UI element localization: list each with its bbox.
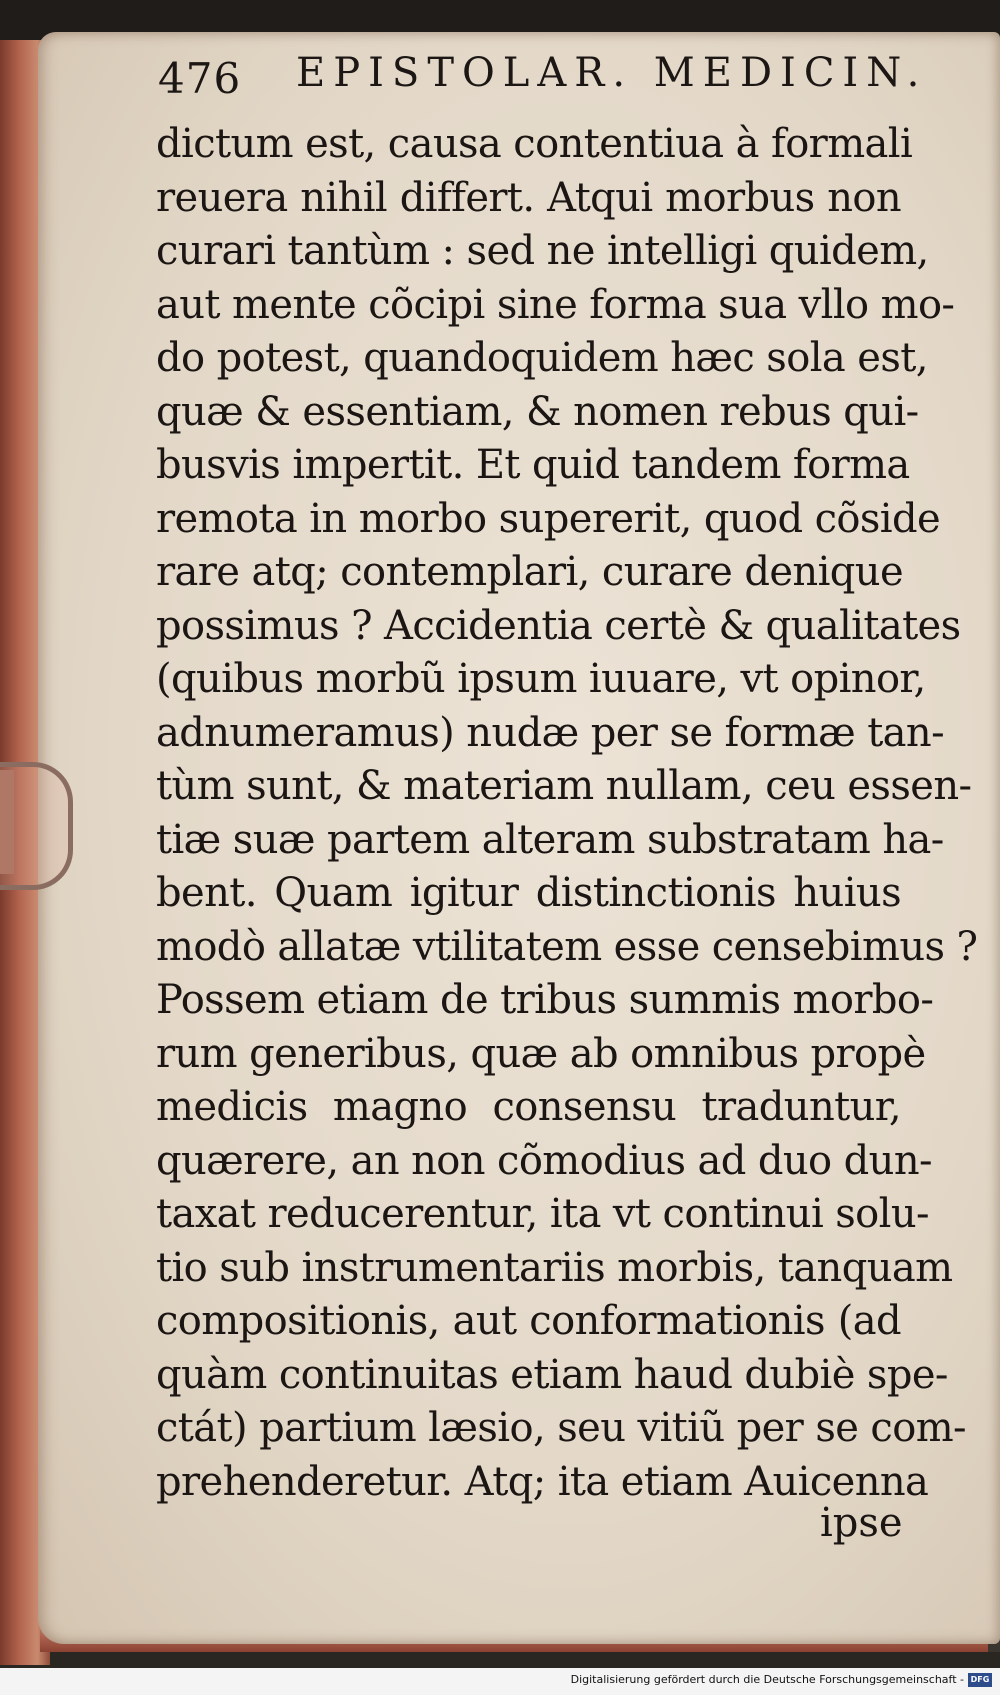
text-line: quærere, an non cõmodius ad duo dun- bbox=[156, 1137, 932, 1184]
text-line: remota in morbo supererit, quod cõside bbox=[156, 495, 941, 542]
text-line: quàm continuitas etiam haud dubiè spe- bbox=[156, 1351, 948, 1398]
text-line: quæ & essentiam, & nomen rebus qui- bbox=[156, 388, 919, 435]
text-line: rare atq; contemplari, curare denique bbox=[156, 549, 904, 595]
text-line: compositionis, aut conformationis (ad bbox=[156, 1298, 901, 1344]
text-line: Possem etiam de tribus summis morbo- bbox=[156, 977, 934, 1023]
text-line: modò allatæ vtilitatem esse censebimus ? bbox=[156, 923, 978, 970]
catchword: ipse bbox=[820, 1500, 903, 1546]
text-line: taxat reducerentur, ita vt continui solu- bbox=[156, 1191, 929, 1237]
text-line: bent. Quam igitur distinctionis huius bbox=[156, 870, 901, 916]
page-header bbox=[158, 44, 928, 116]
text-line: medicis magno consensu traduntur, bbox=[156, 1084, 901, 1130]
text-line: aut mente cõcipi sine forma sua vllo mo- bbox=[156, 281, 955, 328]
dfg-logo-icon: DFG bbox=[968, 1673, 992, 1687]
text-line: possimus ? Accidentia certè & qualitates bbox=[156, 602, 961, 649]
text-line: curari tantùm : sed ne intelligi quidem, bbox=[156, 228, 929, 274]
text-line: rum generibus, quæ ab omnibus propè bbox=[156, 1030, 926, 1077]
page-number: 476 bbox=[158, 54, 242, 103]
digitization-footer bbox=[0, 1668, 1000, 1695]
text-line: busvis impertit. Et quid tandem forma bbox=[156, 442, 910, 488]
book-clasp bbox=[0, 762, 73, 890]
text-line: do potest, quandoquidem hæc sola est, bbox=[156, 335, 928, 381]
text-line: tùm sunt, & materiam nullam, ceu essen- bbox=[156, 763, 972, 809]
text-line: dictum est, causa contentiua à formali bbox=[156, 121, 913, 167]
body-text bbox=[156, 118, 978, 1509]
text-line: adnumeramus) nudæ per se formæ tan- bbox=[156, 709, 945, 756]
text-line: tiæ suæ partem alteram substratam ha- bbox=[156, 816, 944, 863]
text-line: prehenderetur. Atq; ita etiam Auicenna bbox=[156, 1458, 929, 1505]
text-line: ctát) partium læsio, seu vitiũ per se com- bbox=[156, 1405, 966, 1451]
footer-credit: Digitalisierung gefördert durch die Deutsche Forschungsgemeinschaft - bbox=[570, 1673, 964, 1686]
text-line: tio sub instrumentariis morbis, tanquam bbox=[156, 1244, 953, 1291]
text-line: reuera nihil differt. Atqui morbus non bbox=[156, 174, 901, 221]
running-head: EPISTOLAR. MEDICIN. bbox=[296, 50, 928, 96]
text-line: (quibus morbũ ipsum iuuare, vt opinor, bbox=[156, 656, 926, 702]
